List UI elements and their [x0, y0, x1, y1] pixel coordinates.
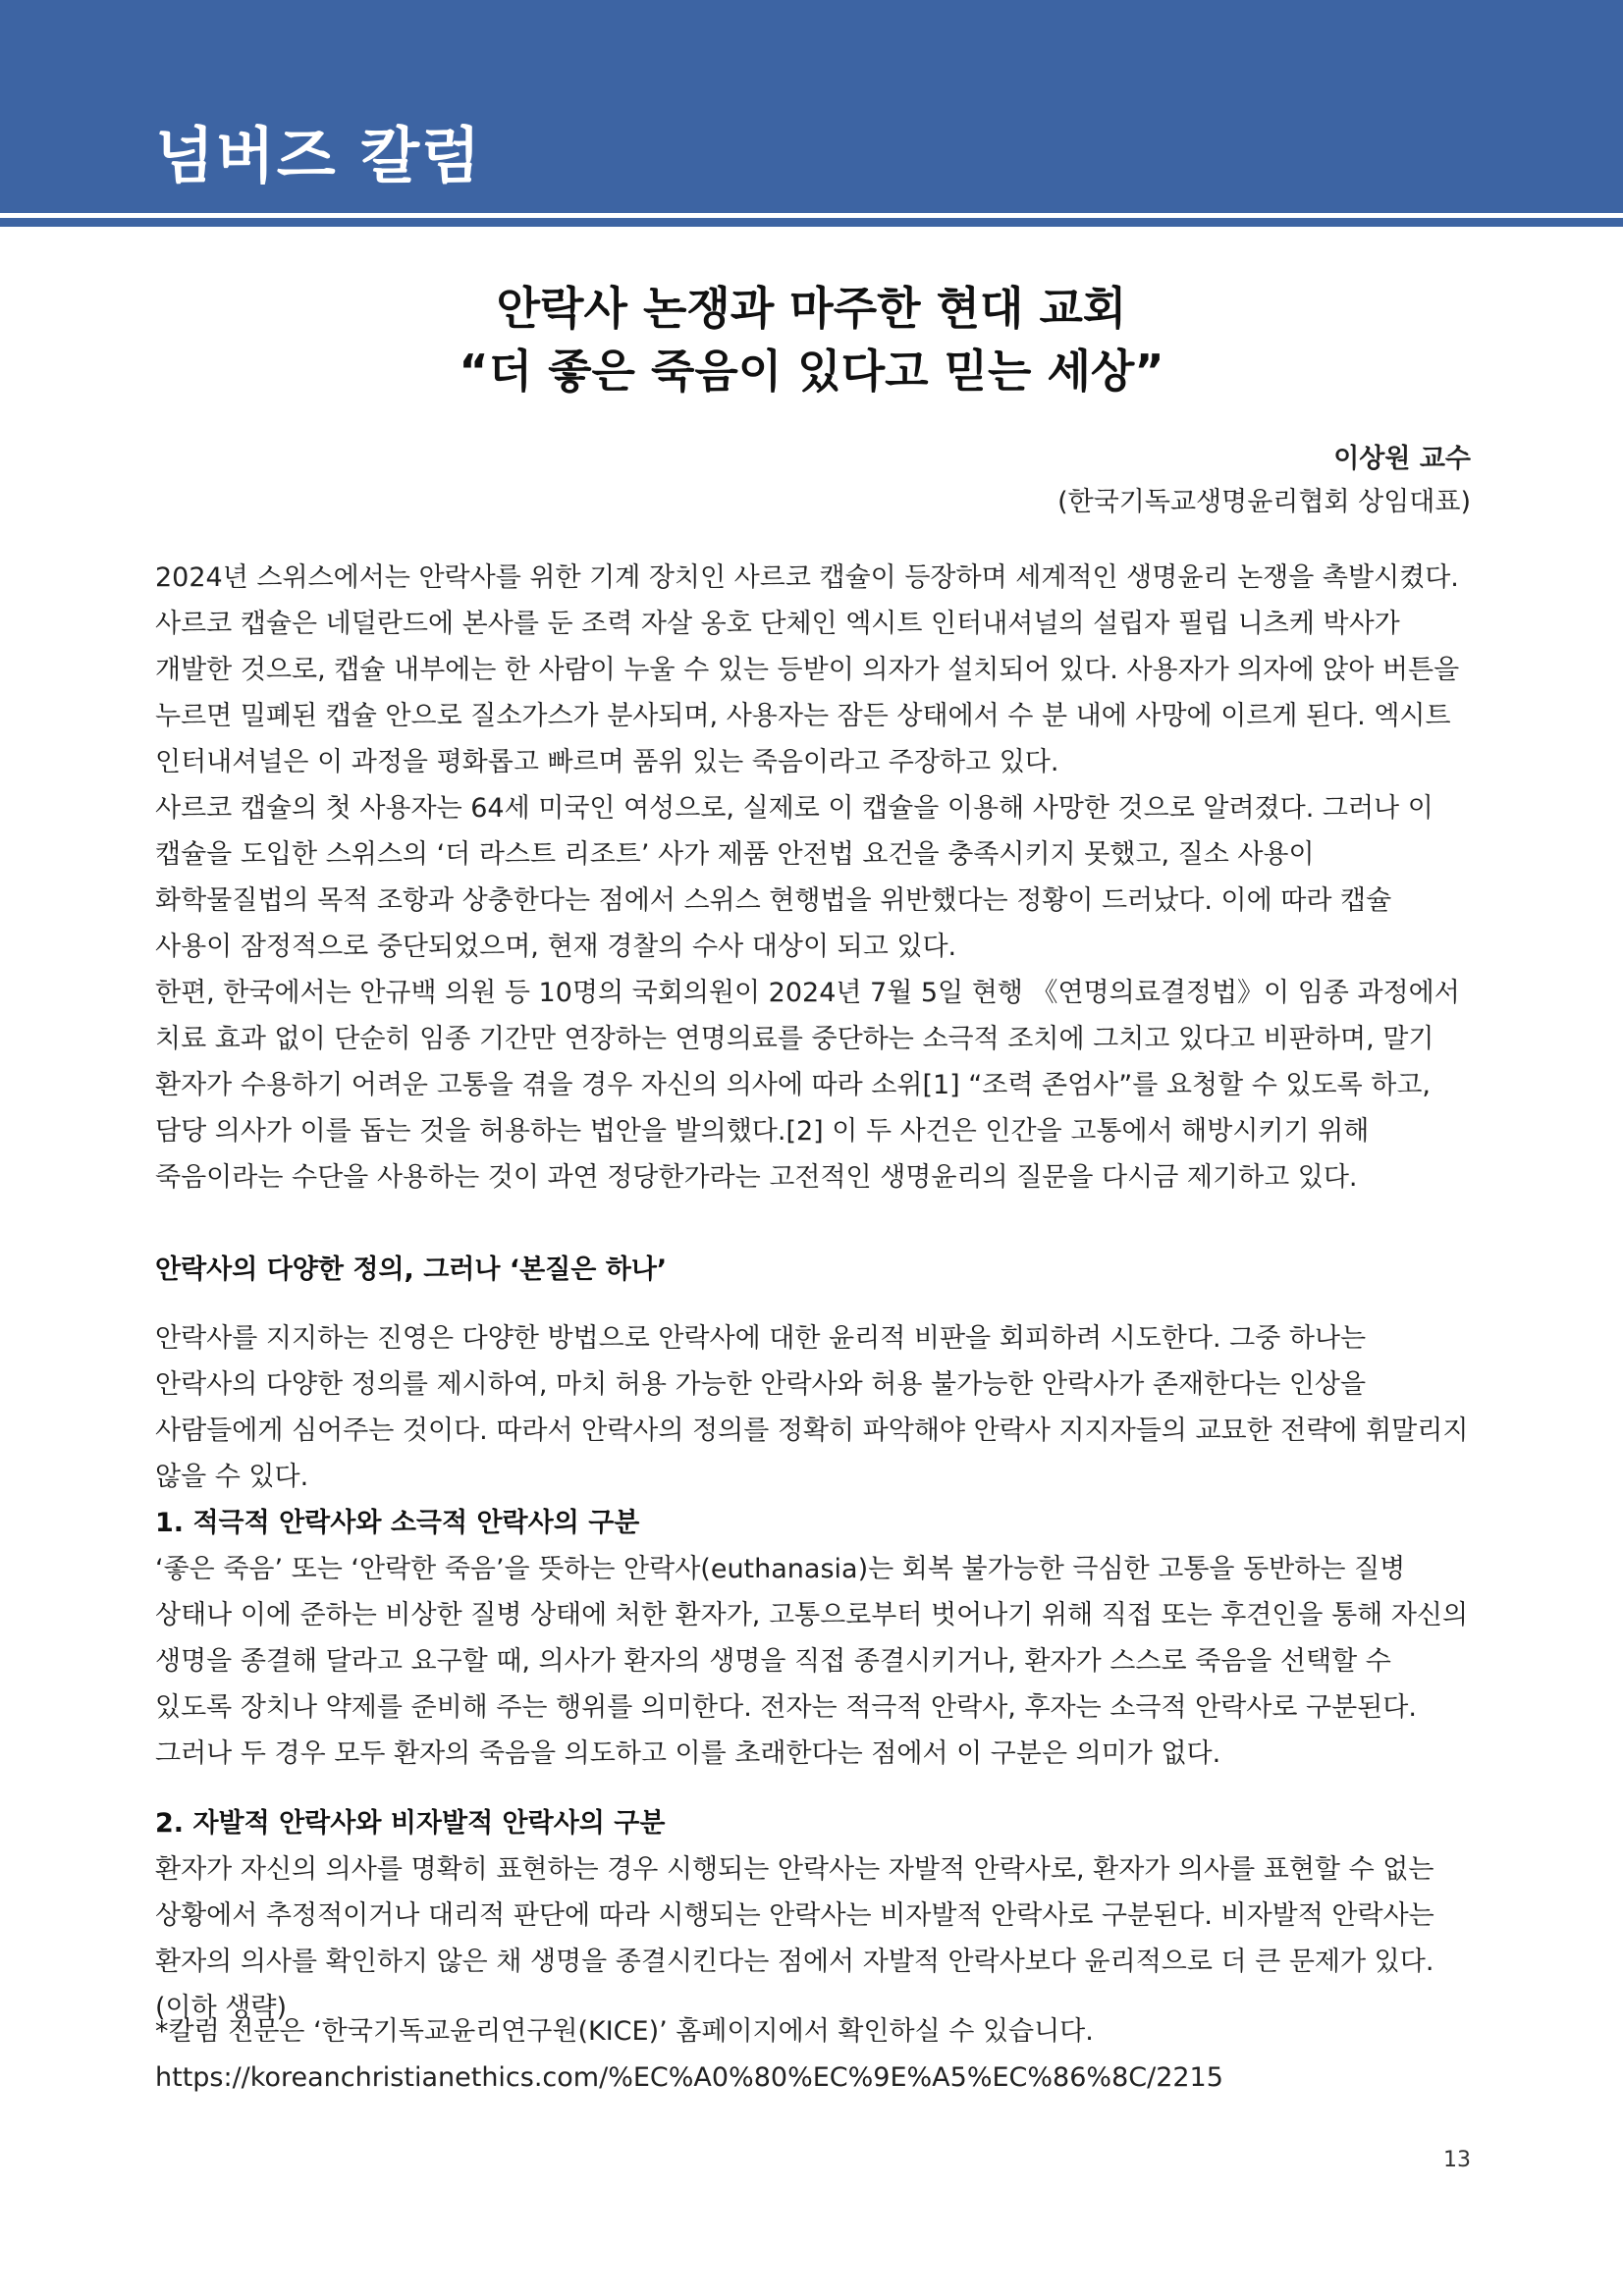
column-note [155, 2008, 1471, 2101]
subsection-voluntary [155, 1800, 1471, 2031]
header-divider [0, 218, 1623, 227]
section-paragraph: 안락사를 지지하는 진영은 다양한 방법으로 안락사에 대한 윤리적 비판을 회피하려 시도한다. 그중 하나는 안락사의 다양한 정의를 제시하여, 마치 허용 가능한 안락사와 허용 불가능한 안락사가 존재한다는 인상을 사람들에게 심어주는 것이다. 따라서 안락사의 정의를 정확히 파악해야 안락사 지지자들의 교묘한 전략에 휘말리지 않을 수 있다. [155, 1323, 1469, 1492]
article-title-line-1: 안락사 논쟁과 마주한 현대 교회 [496, 282, 1127, 335]
subsection-heading: 1. 적극적 안락사와 소극적 안락사의 구분 [155, 1508, 640, 1538]
intro-paragraph: 한편, 한국에서는 안규백 의원 등 10명의 국회의원이 2024년 7월 5일 현행 《연명의료결정법》이 임종 과정에서 치료 효과 없이 단순히 임종 기간만 연장하는 연명의료를 중단하는 소극적 조치에 그치고 있다고 비판하며, 말기 환자가 수용하기 어려운 고통을 겪을 경우 자신의 의사에 따라 소위[1] “조력 존엄사”를 요청할 수 있도록 하고, 담당 의사가 이를 돕는 것을 허용하는 법안을 발의했다.[2] 이 두 사건은 인간을 고통에서 해방시키기 위해 죽음이라는 수단을 사용하는 것이 과연 정당한가라는 고전적인 생명윤리의 질문을 다시금 제기하고 있다. [155, 978, 1460, 1193]
intro-paragraph: 2024년 스위스에서는 안락사를 위한 기계 장치인 사르코 캡슐이 등장하며 세계적인 생명윤리 논쟁을 촉발시켰다. 사르코 캡슐은 네덜란드에 본사를 둔 조력 자살 옹호 단체인 엑시트 인터내셔널의 설립자 필립 니츠케 박사가 개발한 것으로, 캡슐 내부에는 한 사람이 누울 수 있는 등받이 의자가 설치되어 있다. 사용자가 의자에 앉아 버튼을 누르면 밀폐된 캡슐 안으로 질소가스가 분사되며, 사용자는 잠든 상태에서 수 분 내에 사망에 이르게 된다. 엑시트 인터내셔널은 이 과정을 평화롭고 빠르며 품위 있는 죽음이라고 주장하고 있다. [155, 562, 1460, 777]
note-url-link[interactable]: https://koreanchristianethics.com/%EC%A0%80%EC%9E%A5%EC%86%8C/2215 [155, 2062, 1223, 2093]
header-band [0, 0, 1623, 213]
subsection-active-passive [155, 1500, 1471, 1777]
page-number: 13 [1443, 2148, 1471, 2172]
author-name: 이상원 교수 [1333, 444, 1471, 474]
author-block [1057, 438, 1471, 524]
subsection-heading: 2. 자발적 안락사와 비자발적 안락사의 구분 [155, 1808, 666, 1839]
subsection-paragraph: 환자가 자신의 의사를 명확히 표현하는 경우 시행되는 안락사는 자발적 안락사로, 환자가 의사를 표현할 수 없는 상황에서 추정적이거나 대리적 판단에 따라 시행되는 안락사는 비자발적 안락사로 구분된다. 비자발적 안락사는 환자의 의사를 확인하지 않은 채 생명을 종결시킨다는 점에서 자발적 안락사보다 윤리적으로 더 큰 문제가 있다. (이하 생략) [155, 1854, 1434, 2023]
article-title-line-2: “더 좋은 죽음이 있다고 믿는 세상” [459, 345, 1164, 398]
intro-section [155, 555, 1471, 1201]
section-definitions-body [155, 1315, 1471, 1500]
column-title: 넘버즈 칼럼 [155, 120, 483, 191]
note-text: *칼럼 전문은 ‘한국기독교윤리연구원(KICE)’ 홈페이지에서 확인하실 수 있습니다. [155, 2016, 1094, 2047]
subsection-paragraph: ‘좋은 죽음’ 또는 ‘안락한 죽음’을 뜻하는 안락사(euthanasia)는 회복 불가능한 극심한 고통을 동반하는 질병 상태나 이에 준하는 비상한 질병 상태에 처한 환자가, 고통으로부터 벗어나기 위해 직접 또는 후견인을 통해 자신의 생명을 종결해 달라고 요구할 때, 의사가 환자의 생명을 직접 종결시키거나, 환자가 스스로 죽음을 선택할 수 있도록 장치나 약제를 준비해 주는 행위를 의미한다. 전자는 적극적 안락사, 후자는 소극적 안락사로 구분된다. 그러나 두 경우 모두 환자의 죽음을 의도하고 이를 초래한다는 점에서 이 구분은 의미가 없다. [155, 1554, 1469, 1769]
article-title [0, 277, 1623, 402]
section-heading: 안락사의 다양한 정의, 그러나 ‘본질은 하나’ [155, 1255, 668, 1285]
author-affiliation: (한국기독교생명윤리협회 상임대표) [1057, 487, 1471, 517]
section-definitions [155, 1247, 1471, 1293]
intro-paragraph: 사르코 캡슐의 첫 사용자는 64세 미국인 여성으로, 실제로 이 캡슐을 이용해 사망한 것으로 알려졌다. 그러나 이 캡슐을 도입한 스위스의 ‘더 라스트 리조트’ 사가 제품 안전법 요건을 충족시키지 못했고, 질소 사용이 화학물질법의 목적 조항과 상충한다는 점에서 스위스 현행법을 위반했다는 정황이 드러났다. 이에 따라 캡슐 사용이 잠정적으로 중단되었으며, 현재 경찰의 수사 대상이 되고 있다. [155, 793, 1434, 962]
